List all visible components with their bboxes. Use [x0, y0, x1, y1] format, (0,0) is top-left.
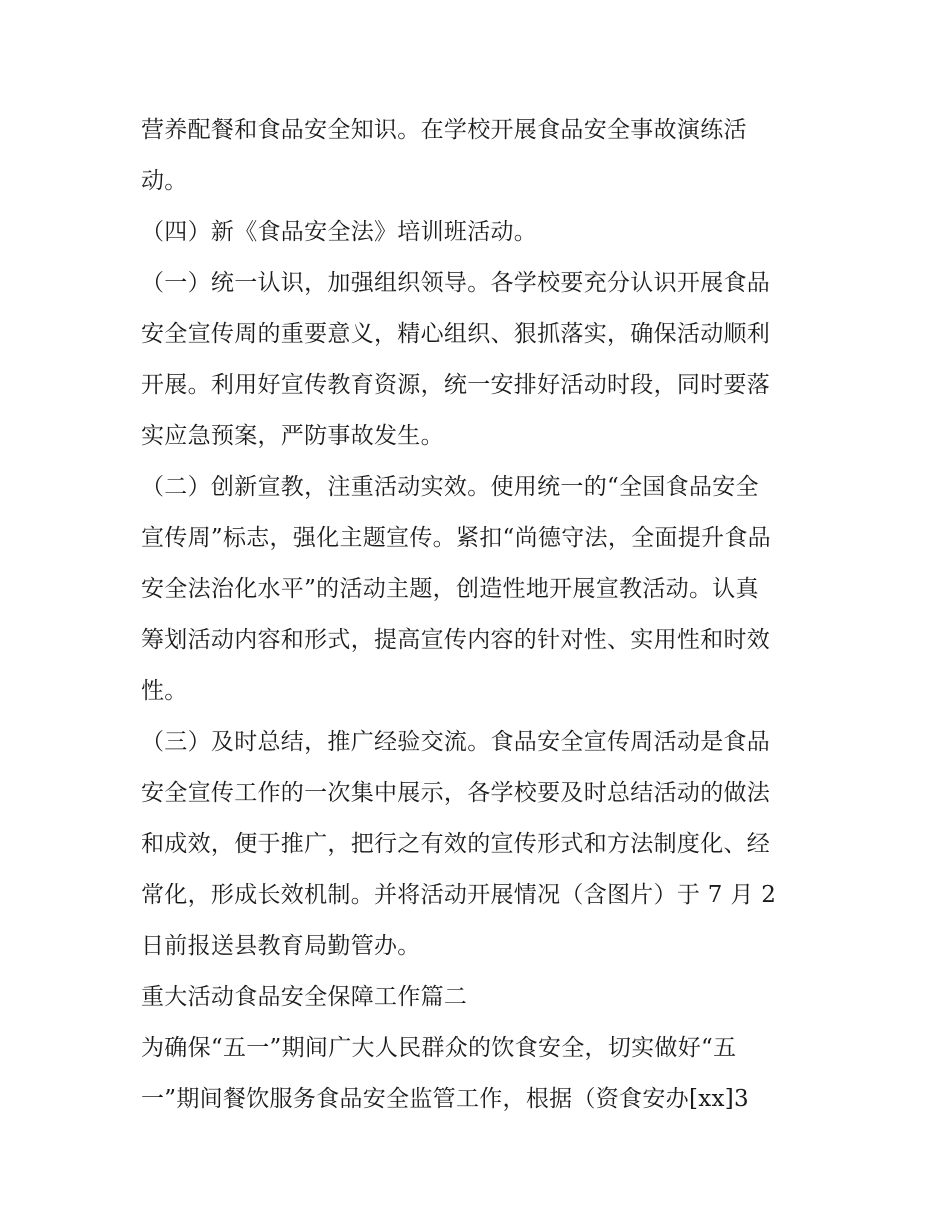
text-line-13: （三）及时总结，推广经验交流。食品安全宣传周活动是食品	[141, 729, 771, 755]
text-line-1: 营养配餐和食品安全知识。在学校开展食品安全事故演练活	[141, 117, 747, 143]
text-line-11: 筹划活动内容和形式，提高宣传内容的针对性、实用性和时效	[141, 627, 771, 653]
text-line-16: 常化，形成长效机制。并将活动开展情况（含图片）于 7 月 2	[141, 882, 777, 908]
text-line-9: 宣传周”标志，强化主题宣传。紧扣“尚德守法，全面提升食品	[141, 525, 771, 551]
text-line-12: 性。	[141, 678, 188, 704]
text-line-15: 和成效，便于推广，把行之有效的宣传形式和方法制度化、经	[141, 831, 771, 857]
text-line-6: 开展。利用好宣传教育资源，统一安排好活动时段，同时要落	[141, 372, 771, 398]
text-line-8: （二）创新宣教，注重活动实效。使用统一的“全国食品安全	[141, 474, 759, 500]
section-heading-4: （四）新《食品安全法》培训班活动。	[141, 219, 538, 245]
text-line-5: 安全宣传周的重要意义，精心组织、狠抓落实，确保活动顺利	[141, 321, 771, 347]
text-line-7: 实应急预案，严防事故发生。	[141, 423, 444, 449]
text-line-10: 安全法治化水平”的活动主题，创造性地开展宣教活动。认真	[141, 576, 759, 602]
text-line-19: 为确保“五一”期间广大人民群众的饮食安全，切实做好“五	[141, 1035, 737, 1061]
text-line-4: （一）统一认识，加强组织领导。各学校要充分认识开展食品	[141, 270, 771, 296]
article-title: 重大活动食品安全保障工作篇二	[141, 984, 468, 1010]
text-line-2: 动。	[141, 168, 188, 194]
text-line-14: 安全宣传工作的一次集中展示，各学校要及时总结活动的做法	[141, 780, 771, 806]
text-line-17: 日前报送县教育局勤管办。	[141, 933, 421, 959]
text-line-20: 一”期间餐饮服务食品安全监管工作，根据（资食安办[xx]3	[141, 1086, 749, 1112]
